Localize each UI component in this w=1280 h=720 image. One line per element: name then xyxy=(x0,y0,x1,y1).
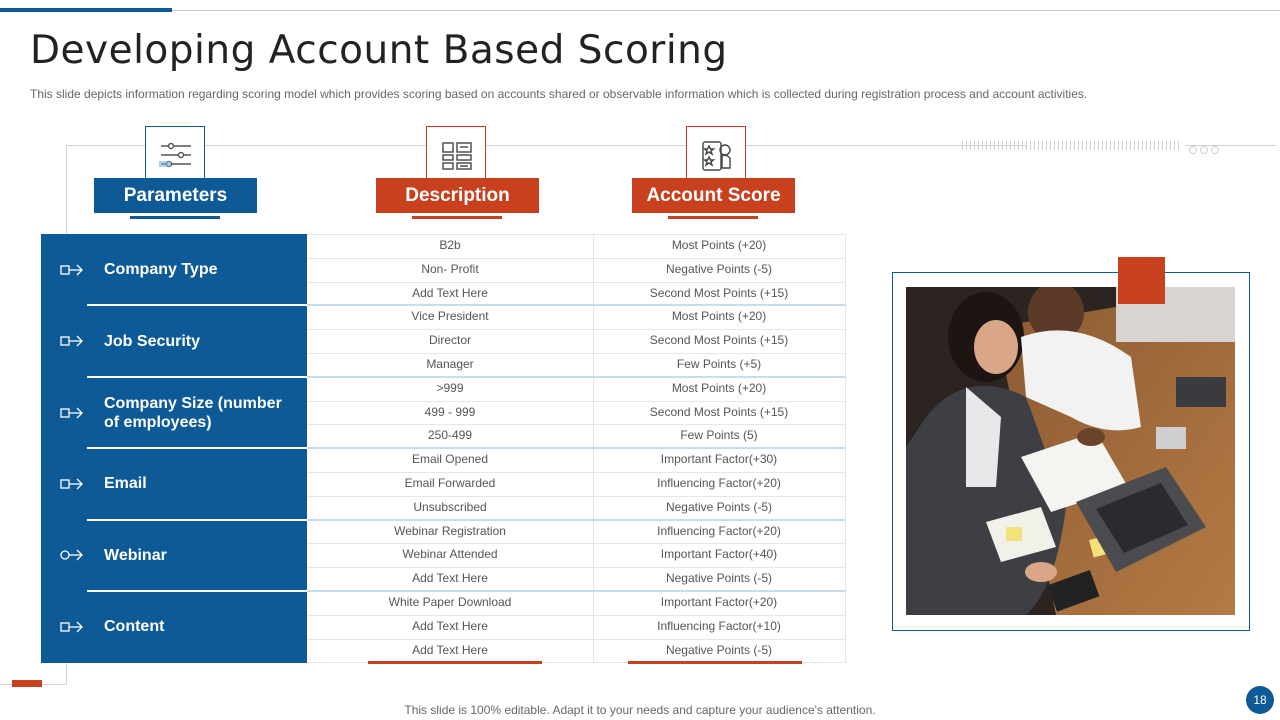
parameter-label: Email xyxy=(104,475,147,493)
description-cell: >999 xyxy=(436,380,464,395)
header-account-score: Account Score xyxy=(632,178,795,213)
circle-arrow-icon xyxy=(60,548,84,562)
header-description-underline xyxy=(412,216,502,219)
connector-line xyxy=(66,145,1026,146)
parameter-separator xyxy=(87,304,307,306)
business-meeting-photo xyxy=(906,287,1235,615)
description-cell: White Paper Download xyxy=(388,595,512,609)
score-cell: Negative Points (-5) xyxy=(665,642,773,657)
top-rule xyxy=(0,10,1280,11)
score-cell: Second Most Points (+15) xyxy=(649,333,789,348)
page-number: 18 xyxy=(1246,686,1274,714)
parameter-label: Company Size (number of employees) xyxy=(104,394,282,431)
score-cell: Second Most Points (+15) xyxy=(649,404,789,419)
description-cell: 499 - 999 xyxy=(424,404,476,419)
table-border-right xyxy=(845,234,846,663)
score-cell: Influencing Factor(+10) xyxy=(657,618,781,633)
parameter-label: Content xyxy=(104,618,165,636)
header-description: Description xyxy=(376,178,539,213)
decorative-red-tab xyxy=(12,680,42,687)
description-cell: Non- Profit xyxy=(421,261,479,276)
decorative-dots xyxy=(1186,141,1276,150)
parameter-label: Company Type xyxy=(104,261,218,279)
parameter-separator xyxy=(87,376,307,378)
description-cell: Add Text Here xyxy=(412,642,488,657)
parameter-separator xyxy=(87,590,307,592)
description-cell: Director xyxy=(428,333,471,348)
header-account-score-underline xyxy=(668,216,758,219)
header-parameters-underline xyxy=(130,216,220,219)
description-cell: Vice President xyxy=(411,309,489,324)
description-cell: B2b xyxy=(439,238,461,252)
sliders-icon xyxy=(145,126,205,184)
description-cell: Add Text Here xyxy=(412,571,488,586)
description-cell: Webinar Attended xyxy=(402,547,498,562)
square-arrow-icon xyxy=(60,406,84,420)
score-cell: Most Points (+20) xyxy=(671,380,767,395)
description-cell: Add Text Here xyxy=(412,285,488,300)
parameter-separator xyxy=(87,447,307,449)
list-checklist-icon xyxy=(426,126,486,184)
score-cell: Influencing Factor(+20) xyxy=(657,523,781,538)
score-cell: Few Points (5) xyxy=(680,428,758,443)
score-cell: Important Factor(+20) xyxy=(660,595,778,609)
decorative-red-square xyxy=(1118,257,1165,304)
score-cell: Negative Points (-5) xyxy=(665,261,773,276)
description-cell: Email Forwarded xyxy=(404,476,496,490)
parameter-separator xyxy=(87,519,307,521)
description-cell: Webinar Registration xyxy=(394,523,506,538)
description-bottom-underline xyxy=(368,661,542,664)
header-parameters: Parameters xyxy=(94,178,257,213)
square-arrow-icon xyxy=(60,263,84,277)
slide-title: Developing Account Based Scoring xyxy=(30,28,728,73)
score-cell: Second Most Points (+15) xyxy=(649,285,789,300)
score-cell: Important Factor(+30) xyxy=(660,452,778,467)
square-arrow-icon xyxy=(60,334,84,348)
score-cell: Most Points (+20) xyxy=(671,309,767,324)
score-cell: Important Factor(+40) xyxy=(660,547,778,562)
description-cell: Add Text Here xyxy=(412,618,488,633)
parameter-label: Webinar xyxy=(104,546,167,564)
parameter-label: Job Security xyxy=(104,332,201,350)
rating-stars-icon xyxy=(686,126,746,184)
square-arrow-icon xyxy=(60,477,84,491)
slide-subtitle: This slide depicts information regarding scoring model which provides scoring based on accounts shared or observable information which is collected during registration process and account activities. xyxy=(30,87,1088,101)
score-cell: Most Points (+20) xyxy=(671,238,767,252)
footer-note: This slide is 100% editable. Adapt it to your needs and capture your audience's attention. xyxy=(404,703,876,717)
square-arrow-icon xyxy=(60,620,84,634)
top-accent-bar xyxy=(0,8,172,12)
decorative-ticks xyxy=(962,141,1182,150)
description-cell: 250-499 xyxy=(427,428,473,443)
description-cell: Email Opened xyxy=(411,452,489,467)
description-cell: Unsubscribed xyxy=(413,499,487,514)
score-cell: Negative Points (-5) xyxy=(665,499,773,514)
description-cell: Manager xyxy=(426,357,474,371)
score-cell: Negative Points (-5) xyxy=(665,571,773,586)
score-bottom-underline xyxy=(628,661,802,664)
score-cell: Few Points (+5) xyxy=(676,357,762,371)
score-cell: Influencing Factor(+20) xyxy=(657,476,781,490)
